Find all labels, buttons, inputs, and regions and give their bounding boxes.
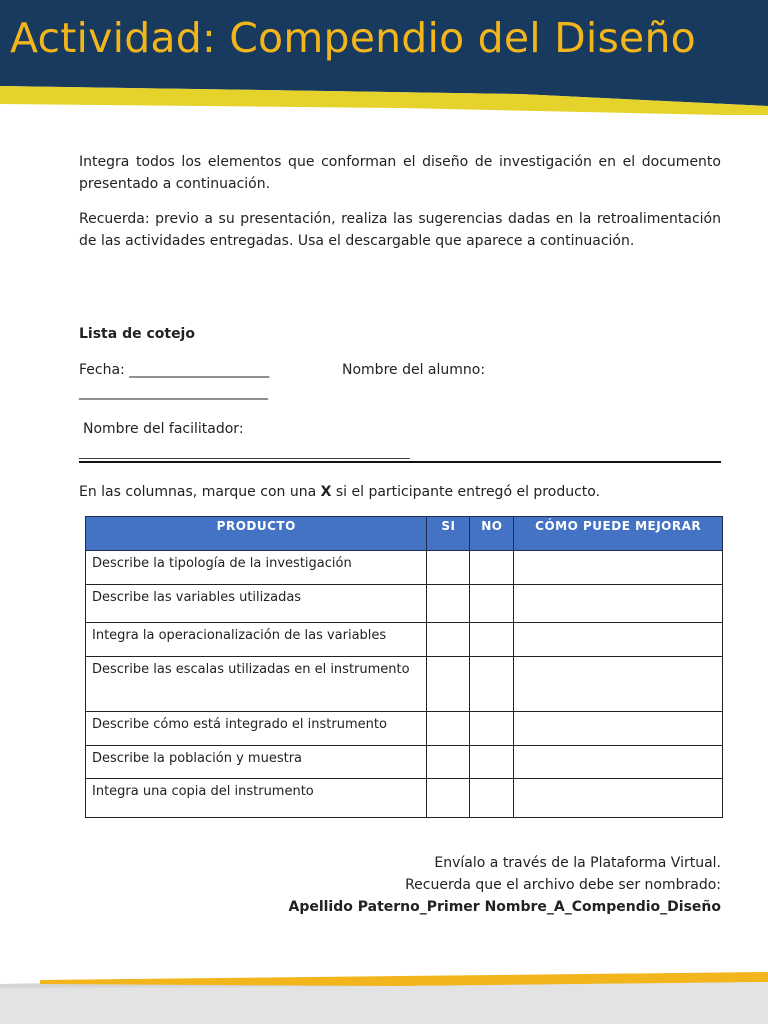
cell-si[interactable] (427, 657, 470, 712)
closing-block (79, 852, 721, 918)
cell-no[interactable] (470, 779, 514, 818)
cell-si[interactable] (427, 746, 470, 779)
closing-line-1: Envíalo a través de la Plataforma Virtual. (434, 855, 721, 871)
header-producto: PRODUCTO (86, 517, 427, 551)
row-product: Describe la población y muestra (86, 746, 427, 779)
cell-mejorar[interactable] (514, 746, 723, 779)
fecha-field: Fecha: ____________________ (79, 362, 270, 378)
cell-si[interactable] (427, 551, 470, 585)
table-row (86, 657, 723, 712)
section-title: Lista de cotejo (79, 326, 195, 342)
cell-si[interactable] (427, 585, 470, 623)
cell-no[interactable] (470, 746, 514, 779)
header-no: NO (470, 517, 514, 551)
closing-line-2: Recuerda que el archivo debe ser nombrado: (405, 877, 721, 893)
cell-mejorar[interactable] (514, 551, 723, 585)
cell-mejorar[interactable] (514, 779, 723, 818)
instruction-prefix: En las columnas, marque con una (79, 484, 321, 500)
cell-no[interactable] (470, 657, 514, 712)
cell-mejorar[interactable] (514, 585, 723, 623)
table-row (86, 746, 723, 779)
row-product: Describe la tipología de la investigación (86, 551, 427, 585)
row-product: Describe cómo está integrado el instrumento (86, 712, 427, 746)
alumno-label: Nombre del alumno: (342, 362, 486, 378)
row-product: Integra la operacionalización de las variables (86, 623, 427, 657)
table-row (86, 712, 723, 746)
cell-mejorar[interactable] (514, 657, 723, 712)
table-row (86, 779, 723, 818)
row-product: Describe las escalas utilizadas en el instrumento (86, 657, 427, 712)
header-si: SI (427, 517, 470, 551)
footer-band (0, 960, 768, 1024)
section-divider (79, 461, 721, 463)
header-mejorar: CÓMO PUEDE MEJORAR (514, 517, 723, 551)
row-product: Integra una copia del instrumento (86, 779, 427, 818)
cell-si[interactable] (427, 623, 470, 657)
table-header-row (86, 517, 723, 551)
closing-filename: Apellido Paterno_Primer Nombre_A_Compendio_Diseño (288, 899, 721, 915)
facilitador-line: __________________________________________________________ (79, 445, 410, 459)
cell-no[interactable] (470, 712, 514, 746)
instruction-suffix: si el participante entregó el producto. (331, 484, 601, 500)
row-product: Describe las variables utilizadas (86, 585, 427, 623)
footer-background (0, 960, 768, 1024)
header-banner (0, 0, 768, 115)
table-row (86, 585, 723, 623)
cell-mejorar[interactable] (514, 623, 723, 657)
cell-mejorar[interactable] (514, 712, 723, 746)
checklist-table (85, 516, 723, 818)
table-row (86, 551, 723, 585)
intro-paragraph-1: Integra todos los elementos que conforman el diseño de investigación en el documento presentado a continuación. (79, 154, 721, 192)
cell-no[interactable] (470, 623, 514, 657)
instruction-mark: X (320, 484, 332, 500)
cell-no[interactable] (470, 551, 514, 585)
cell-si[interactable] (427, 712, 470, 746)
instruction-text (79, 481, 600, 503)
page-title: Actividad: Compendio del Diseño (10, 14, 696, 62)
intro-paragraph-2: Recuerda: previo a su presentación, realiza las sugerencias dadas en la retroalimentación de las actividades entregadas. Usa el descargable que aparece a continuación. (79, 211, 721, 249)
alumno-line: ___________________________ (79, 384, 268, 400)
cell-no[interactable] (470, 585, 514, 623)
table-row (86, 623, 723, 657)
cell-si[interactable] (427, 779, 470, 818)
facilitador-label: Nombre del facilitador: (83, 421, 244, 437)
